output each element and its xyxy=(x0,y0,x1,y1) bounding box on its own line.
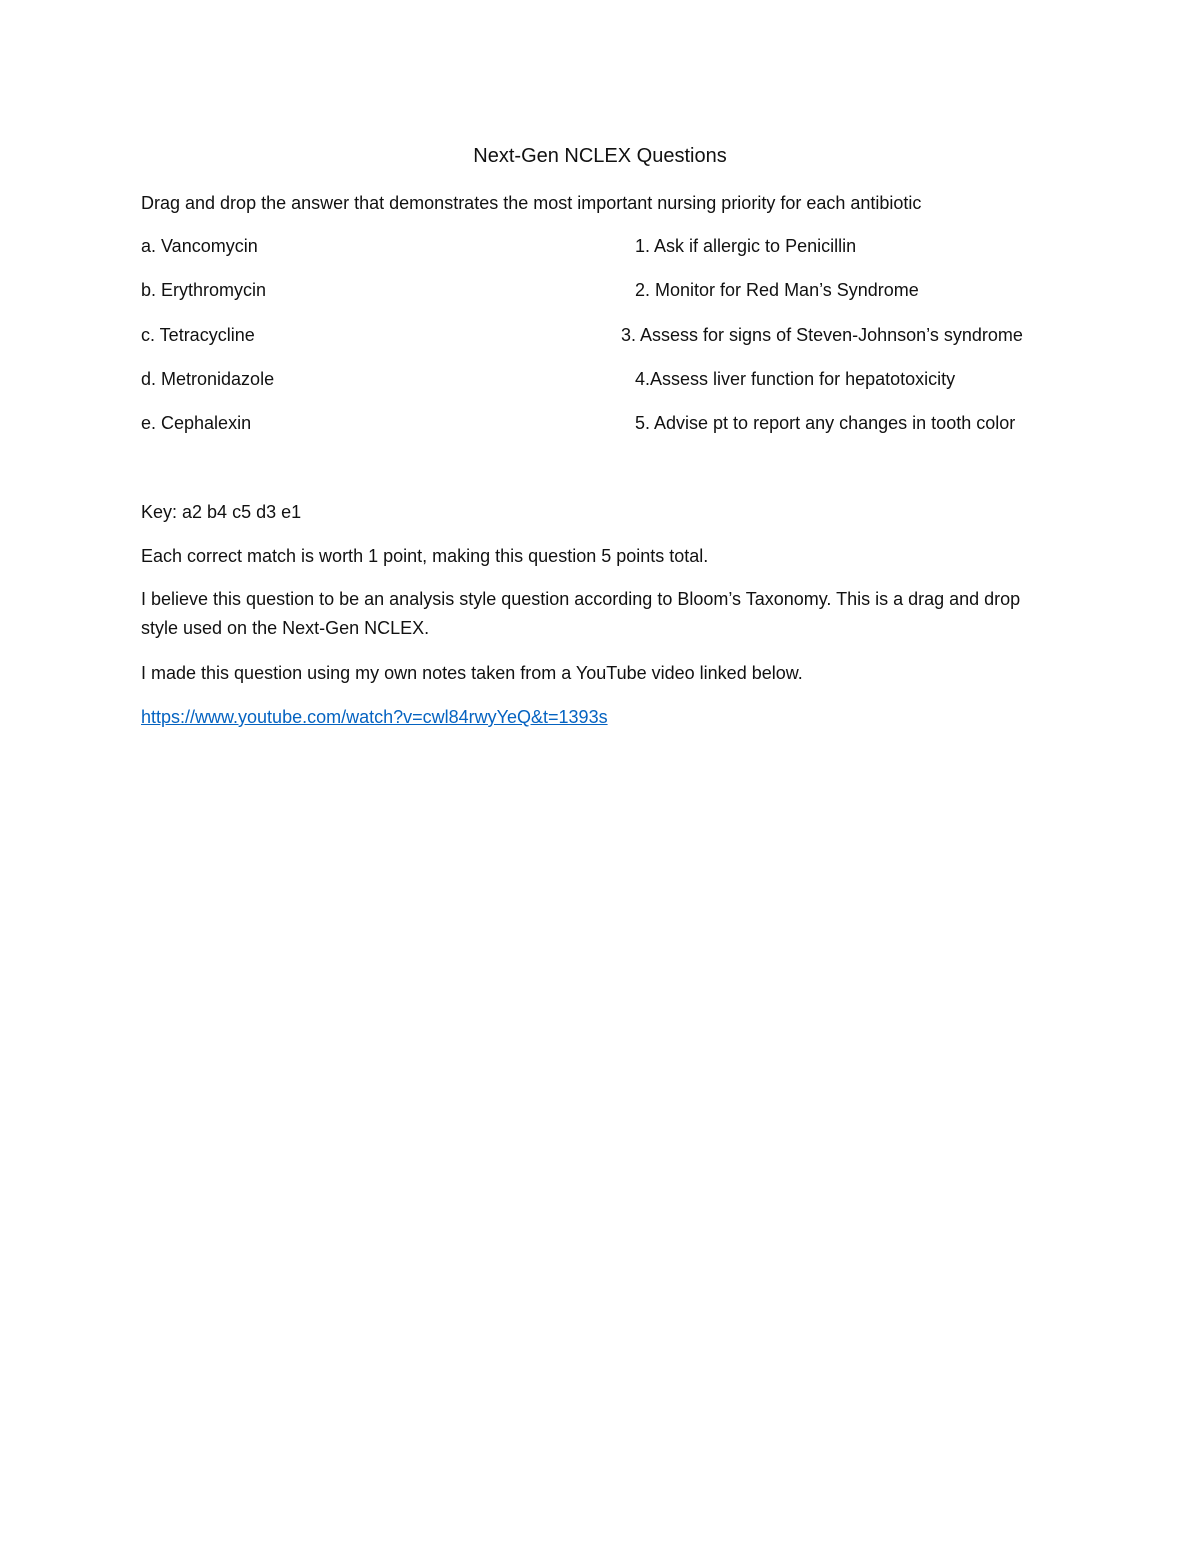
answer-key: Key: a2 b4 c5 d3 e1 xyxy=(141,502,302,522)
youtube-link[interactable]: https://www.youtube.com/watch?v=cwl84rwyYeQ&t=1393s xyxy=(141,707,608,727)
analysis-paragraph: I believe this question to be an analysis style question according to Bloom’s Taxonomy. This is a drag and drop style used on the Next-Gen NCLEX. xyxy=(141,589,1021,638)
answer-item-4: 4.Assess liver function for hepatotoxicity xyxy=(635,369,956,389)
drug-item-c: c. Tetracycline xyxy=(141,325,255,345)
answer-item-5: 5. Advise pt to report any changes in tooth color xyxy=(635,413,1016,433)
drug-item-d: d. Metronidazole xyxy=(141,369,275,389)
drug-item-a: a. Vancomycin xyxy=(141,236,258,256)
page-title: Next-Gen NCLEX Questions xyxy=(473,145,727,167)
drug-item-b: b. Erythromycin xyxy=(141,280,267,300)
scoring-text: Each correct match is worth 1 point, making this question 5 points total. xyxy=(141,546,709,566)
drug-item-e: e. Cephalexin xyxy=(141,413,252,433)
source-text: I made this question using my own notes taken from a YouTube video linked below. xyxy=(141,663,803,683)
instruction-text: Drag and drop the answer that demonstrates the most important nursing priority for each antibiotic xyxy=(141,193,922,213)
answer-item-1: 1. Ask if allergic to Penicillin xyxy=(635,236,857,256)
answer-item-2: 2. Monitor for Red Man’s Syndrome xyxy=(635,280,919,300)
answer-item-3: 3. Assess for signs of Steven-Johnson’s syndrome xyxy=(621,325,1023,345)
